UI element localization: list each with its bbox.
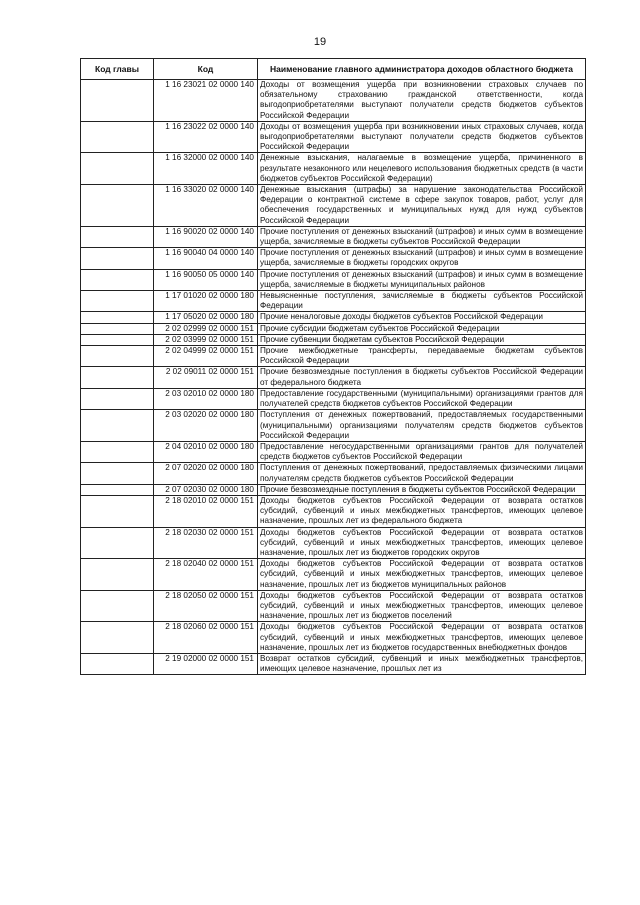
table-header-row xyxy=(81,59,586,80)
code-cell: 1 16 32000 02 0000 140 xyxy=(154,153,258,185)
code-cell: 1 16 23021 02 0000 140 xyxy=(154,80,258,122)
table-row xyxy=(81,463,586,484)
chapter-code-cell xyxy=(81,559,154,591)
code-cell: 1 16 90020 02 0000 140 xyxy=(154,226,258,247)
name-cell: Прочие субсидии бюджетам субъектов Российской Федерации xyxy=(258,323,586,334)
code-cell: 2 07 02020 02 0000 180 xyxy=(154,463,258,484)
table-row xyxy=(81,388,586,409)
table-row xyxy=(81,622,586,654)
name-cell: Доходы бюджетов субъектов Российской Федерации от возврата остатков субсидий, субвенций и иных межбюджетных трансфертов, имеющих целевое назначение, прошлых лет из бюджетов муниципальных районов xyxy=(258,559,586,591)
chapter-code-cell xyxy=(81,463,154,484)
chapter-code-cell xyxy=(81,121,154,153)
name-cell: Предоставление негосударственными организациями грантов для получателей средств бюджетов субъектов Российской Федерации xyxy=(258,441,586,462)
code-cell: 2 03 02010 02 0000 180 xyxy=(154,388,258,409)
code-cell: 1 16 33020 02 0000 140 xyxy=(154,185,258,227)
header-code: Код xyxy=(154,59,258,80)
table-row xyxy=(81,312,586,323)
name-cell: Прочие субвенции бюджетам субъектов Российской Федерации xyxy=(258,334,586,345)
code-cell: 2 07 02030 02 0000 180 xyxy=(154,484,258,495)
chapter-code-cell xyxy=(81,484,154,495)
chapter-code-cell xyxy=(81,334,154,345)
table-row xyxy=(81,185,586,227)
code-cell: 2 02 03999 02 0000 151 xyxy=(154,334,258,345)
name-cell: Прочие поступления от денежных взысканий (штрафов) и иных сумм в возмещение ущерба, зачисляемые в бюджеты субъектов Российской Федерации xyxy=(258,226,586,247)
table-row xyxy=(81,334,586,345)
chapter-code-cell xyxy=(81,622,154,654)
table-row xyxy=(81,323,586,334)
code-cell: 2 04 02010 02 0000 180 xyxy=(154,441,258,462)
code-cell: 2 02 09011 02 0000 151 xyxy=(154,367,258,388)
chapter-code-cell xyxy=(81,312,154,323)
chapter-code-cell xyxy=(81,653,154,674)
table-row xyxy=(81,367,586,388)
table-row xyxy=(81,484,586,495)
code-cell: 1 16 90040 04 0000 140 xyxy=(154,248,258,269)
table-row xyxy=(81,80,586,122)
table-row xyxy=(81,346,586,367)
chapter-code-cell xyxy=(81,495,154,527)
chapter-code-cell xyxy=(81,226,154,247)
chapter-code-cell xyxy=(81,410,154,442)
table-row xyxy=(81,527,586,559)
name-cell: Возврат остатков субсидий, субвенций и иных межбюджетных трансфертов, имеющих целевое назначение, прошлых лет из xyxy=(258,653,586,674)
table-row xyxy=(81,410,586,442)
chapter-code-cell xyxy=(81,291,154,312)
chapter-code-cell xyxy=(81,527,154,559)
name-cell: Доходы бюджетов субъектов Российской Федерации от возврата остатков субсидий, субвенций и иных межбюджетных трансфертов, имеющих целевое назначение, прошлых лет из бюджетов поселений xyxy=(258,590,586,622)
table-row xyxy=(81,153,586,185)
name-cell: Поступления от денежных пожертвований, предоставляемых государственными (муниципальными) организациями получателям средств бюджетов субъектов Российской Федерации xyxy=(258,410,586,442)
name-cell: Доходы бюджетов субъектов Российской Федерации от возврата остатков субсидий, субвенций и иных межбюджетных трансфертов, имеющих целевое назначение, прошлых лет из бюджетов городских округов xyxy=(258,527,586,559)
name-cell: Предоставление государственными (муниципальными) организациями грантов для получателей средств бюджетов субъектов Российской Федерации xyxy=(258,388,586,409)
chapter-code-cell xyxy=(81,590,154,622)
table-row xyxy=(81,121,586,153)
code-cell: 1 17 01020 02 0000 180 xyxy=(154,291,258,312)
table-row xyxy=(81,441,586,462)
name-cell: Денежные взыскания (штрафы) за нарушение законодательства Российской Федерации о контрактной системе в сфере закупок товаров, работ, услуг для обеспечения государственных и муниципальных нужд для нужд субъектов Российской Федерации xyxy=(258,185,586,227)
chapter-code-cell xyxy=(81,388,154,409)
table-row xyxy=(81,590,586,622)
table-row xyxy=(81,269,586,290)
name-cell: Прочие безвозмездные поступления в бюджеты субъектов Российской Федерации от федерального бюджета xyxy=(258,367,586,388)
table-row xyxy=(81,226,586,247)
name-cell: Невыясненные поступления, зачисляемые в бюджеты субъектов Российской Федерации xyxy=(258,291,586,312)
table-row xyxy=(81,248,586,269)
table-row xyxy=(81,291,586,312)
header-administrator-name: Наименование главного администратора доходов областного бюджета xyxy=(258,59,586,80)
chapter-code-cell xyxy=(81,269,154,290)
page-number: 19 xyxy=(313,36,327,48)
code-cell: 2 18 02010 02 0000 151 xyxy=(154,495,258,527)
chapter-code-cell xyxy=(81,441,154,462)
name-cell: Доходы бюджетов субъектов Российской Федерации от возврата остатков субсидий, субвенций и иных межбюджетных трансфертов, имеющих целевое назначение, прошлых лет из бюджетов государственных внебюджетных фондов xyxy=(258,622,586,654)
name-cell: Доходы от возмещения ущерба при возникновении страховых случаев по обязательному страхованию гражданской ответственности, когда выгодоприобретателями выступают получатели средств бюджетов субъектов Российской Федерации xyxy=(258,80,586,122)
table-row xyxy=(81,653,586,674)
code-cell: 2 18 02030 02 0000 151 xyxy=(154,527,258,559)
name-cell: Доходы бюджетов субъектов Российской Федерации от возврата остатков субсидий, субвенций и иных межбюджетных трансфертов, имеющих целевое назначение, прошлых лет из федерального бюджета xyxy=(258,495,586,527)
code-cell: 2 18 02060 02 0000 151 xyxy=(154,622,258,654)
name-cell: Прочие поступления от денежных взысканий (штрафов) и иных сумм в возмещение ущерба, зачисляемые в бюджеты городских округов xyxy=(258,248,586,269)
name-cell: Прочие межбюджетные трансферты, передаваемые бюджетам субъектов Российской Федерации xyxy=(258,346,586,367)
table-row xyxy=(81,559,586,591)
chapter-code-cell xyxy=(81,248,154,269)
code-cell: 1 16 90050 05 0000 140 xyxy=(154,269,258,290)
name-cell: Доходы от возмещения ущерба при возникновении иных страховых случаев, когда выгодоприобретателями выступают получатели средств бюджетов субъектов Российской Федерации xyxy=(258,121,586,153)
name-cell: Прочие безвозмездные поступления в бюджеты субъектов Российской Федерации xyxy=(258,484,586,495)
code-cell: 1 16 23022 02 0000 140 xyxy=(154,121,258,153)
code-cell: 2 18 02050 02 0000 151 xyxy=(154,590,258,622)
chapter-code-cell xyxy=(81,346,154,367)
chapter-code-cell xyxy=(81,185,154,227)
chapter-code-cell xyxy=(81,153,154,185)
name-cell: Поступления от денежных пожертвований, предоставляемых физическими лицами получателям средств бюджетов субъектов Российской Федерации xyxy=(258,463,586,484)
name-cell: Прочие неналоговые доходы бюджетов субъектов Российской Федерации xyxy=(258,312,586,323)
code-cell: 2 18 02040 02 0000 151 xyxy=(154,559,258,591)
code-cell: 2 03 02020 02 0000 180 xyxy=(154,410,258,442)
code-cell: 2 19 02000 02 0000 151 xyxy=(154,653,258,674)
code-cell: 2 02 04999 02 0000 151 xyxy=(154,346,258,367)
revenue-administrators-table xyxy=(80,58,586,675)
table-row xyxy=(81,495,586,527)
name-cell: Прочие поступления от денежных взысканий (штрафов) и иных сумм в возмещение ущерба, зачисляемые в бюджеты муниципальных районов xyxy=(258,269,586,290)
chapter-code-cell xyxy=(81,323,154,334)
header-chapter-code: Код главы xyxy=(81,59,154,80)
chapter-code-cell xyxy=(81,367,154,388)
code-cell: 2 02 02999 02 0000 151 xyxy=(154,323,258,334)
code-cell: 1 17 05020 02 0000 180 xyxy=(154,312,258,323)
chapter-code-cell xyxy=(81,80,154,122)
name-cell: Денежные взыскания, налагаемые в возмещение ущерба, причиненного в результате незаконного или нецелевого использования бюджетных средств (в части бюджетов субъектов Российской Федерации) xyxy=(258,153,586,185)
